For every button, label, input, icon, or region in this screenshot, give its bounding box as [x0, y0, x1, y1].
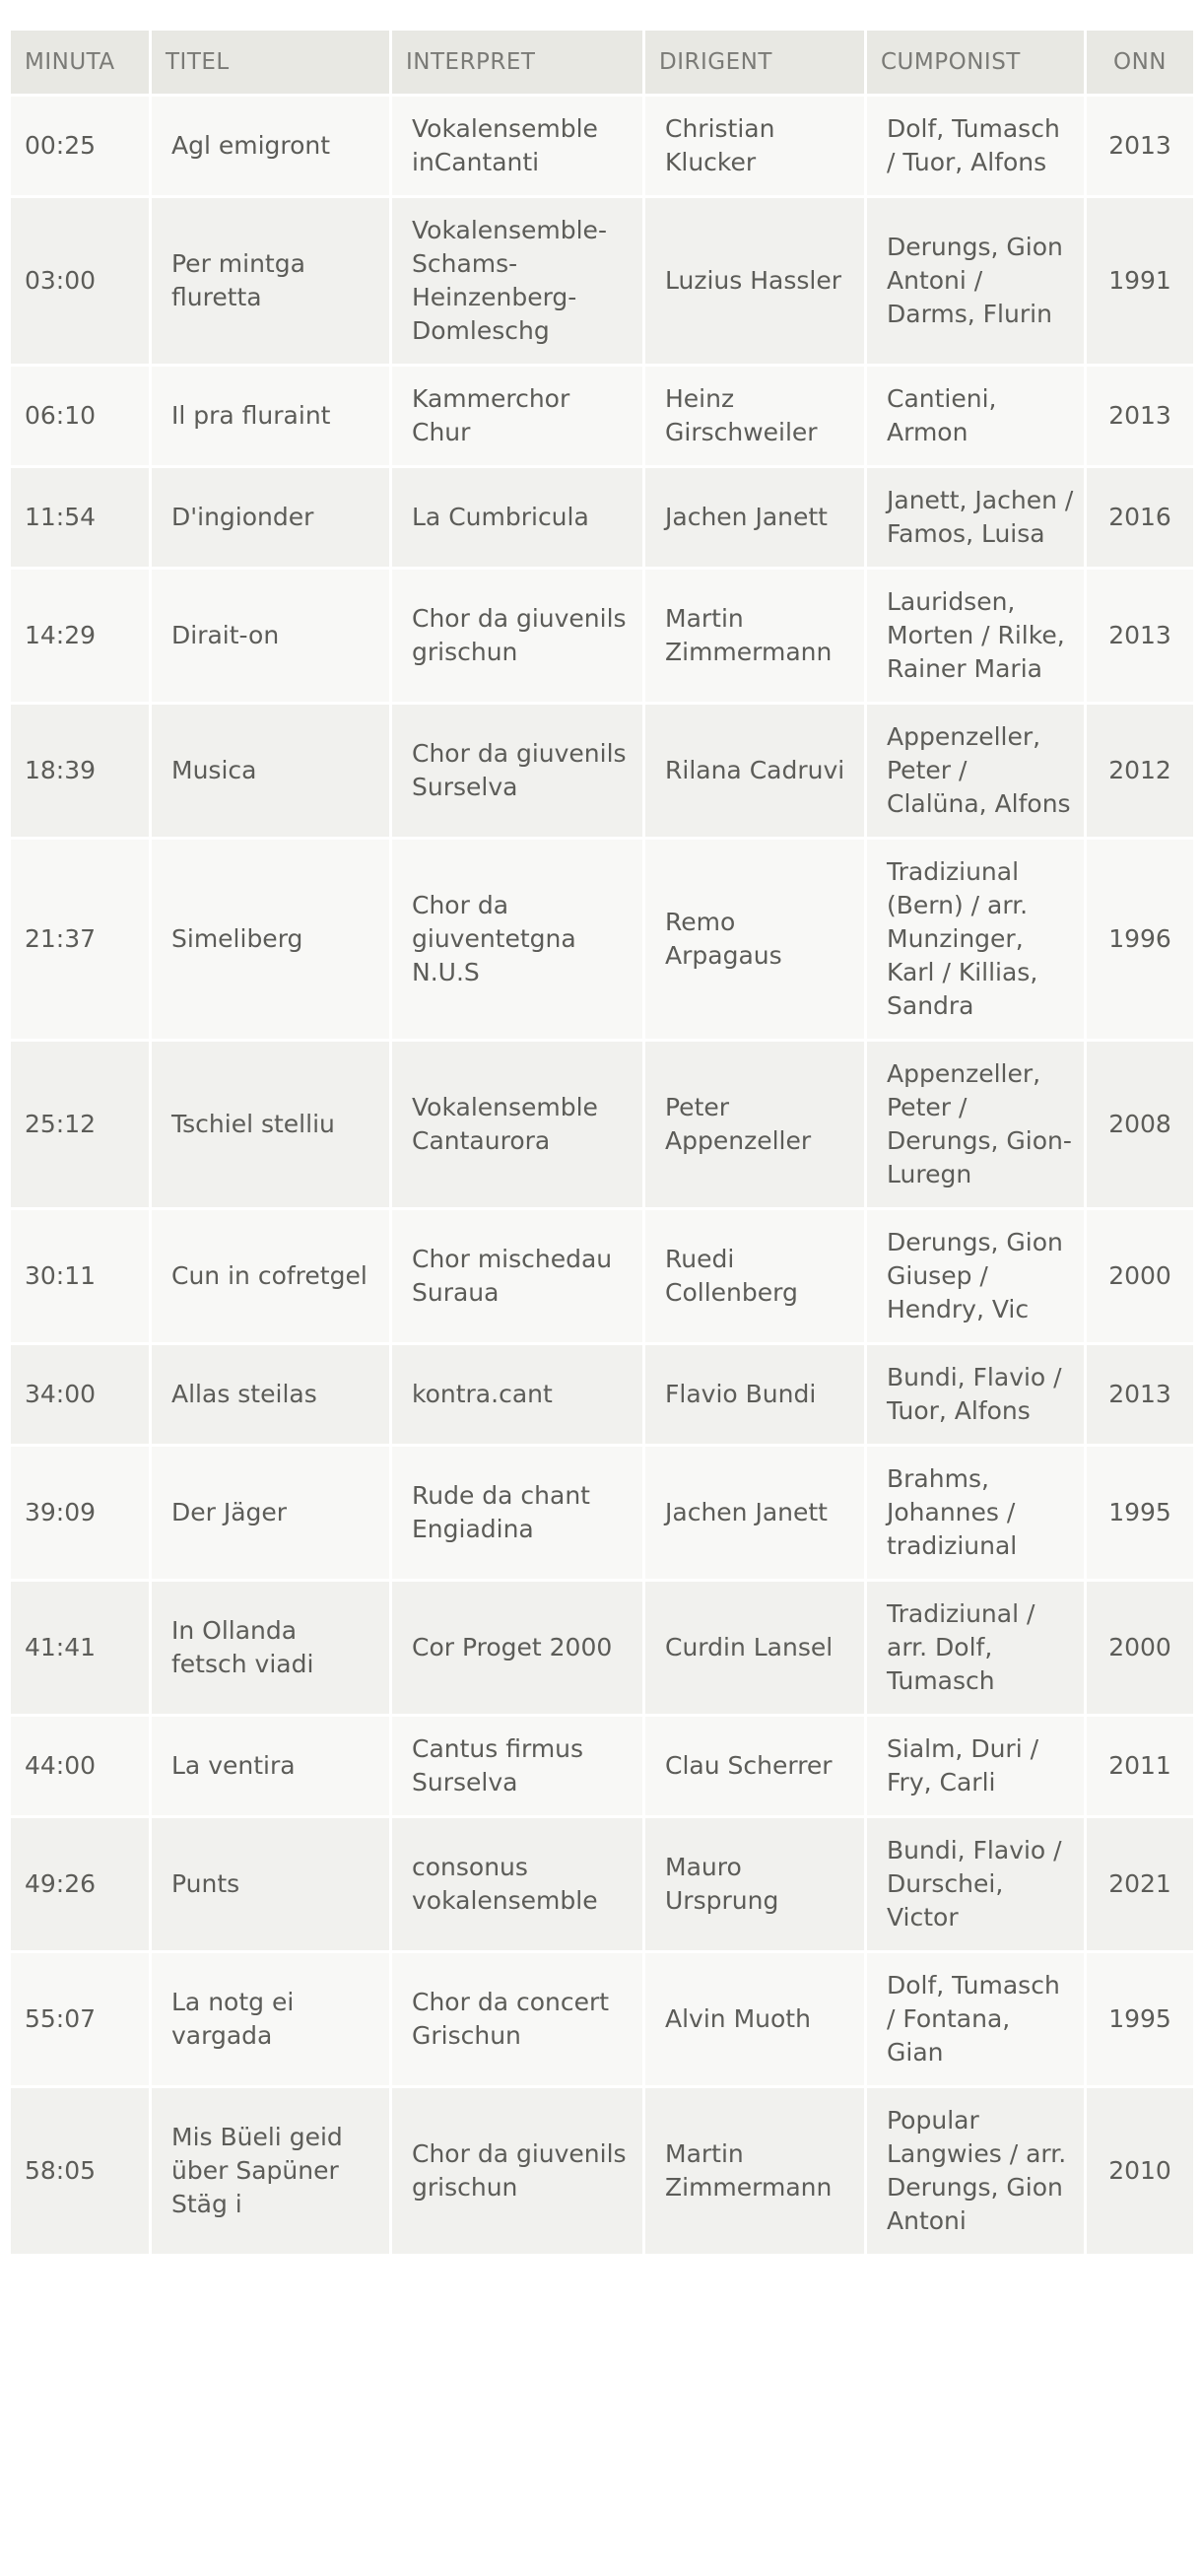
cell-onn: 2008: [1087, 1042, 1193, 1207]
cell-titel: La notg ei vargada: [152, 1953, 389, 2085]
cell-interpret: Cor Proget 2000: [392, 1582, 642, 1714]
cell-onn: 2011: [1087, 1717, 1193, 1815]
cell-onn: 2021: [1087, 1818, 1193, 1950]
cell-interpret: Chor mischedau Suraua: [392, 1210, 642, 1342]
cell-onn: 2013: [1087, 570, 1193, 702]
cell-dirigent: Heinz Girschweiler: [645, 367, 864, 465]
cell-cumponist: Bundi, Flavio / Durschei, Victor: [867, 1818, 1084, 1950]
cell-onn: 1996: [1087, 840, 1193, 1039]
cell-cumponist: Dolf, Tumasch / Fontana, Gian: [867, 1953, 1084, 2085]
cell-interpret: Chor da giuventetgna N.U.S: [392, 840, 642, 1039]
cell-minuta: 14:29: [11, 570, 149, 702]
cell-cumponist: Derungs, Gion Antoni / Darms, Flurin: [867, 198, 1084, 364]
cell-titel: D'ingionder: [152, 468, 389, 567]
cell-onn: 2016: [1087, 468, 1193, 567]
cell-cumponist: Popular Langwies / arr. Derungs, Gion Antoni: [867, 2088, 1084, 2254]
cell-interpret: La Cumbricula: [392, 468, 642, 567]
cell-cumponist: Appenzeller, Peter / Derungs, Gion-Luregn: [867, 1042, 1084, 1207]
header-onn: ONN: [1087, 31, 1193, 94]
table-body: [11, 97, 1193, 2254]
cell-interpret: Vokalensemble inCantanti: [392, 97, 642, 195]
cell-minuta: 25:12: [11, 1042, 149, 1207]
cell-onn: 1991: [1087, 198, 1193, 364]
cell-onn: 2000: [1087, 1210, 1193, 1342]
cell-minuta: 44:00: [11, 1717, 149, 1815]
cell-dirigent: Curdin Lansel: [645, 1582, 864, 1714]
cell-titel: Mis Büeli geid über Sapüner Stäg i: [152, 2088, 389, 2254]
cell-onn: 2012: [1087, 705, 1193, 837]
cell-interpret: kontra.cant: [392, 1345, 642, 1444]
table-row: [11, 468, 1193, 567]
cell-minuta: 06:10: [11, 367, 149, 465]
header-row: [11, 31, 1193, 94]
table-row: [11, 1953, 1193, 2085]
table-row: [11, 1345, 1193, 1444]
table-row: [11, 1717, 1193, 1815]
cell-cumponist: Tradiziunal / arr. Dolf, Tumasch: [867, 1582, 1084, 1714]
cell-interpret: consonus vokalensemble: [392, 1818, 642, 1950]
cell-interpret: Chor da giuvenils Surselva: [392, 705, 642, 837]
cell-minuta: 41:41: [11, 1582, 149, 1714]
cell-dirigent: Jachen Janett: [645, 1447, 864, 1579]
cell-minuta: 34:00: [11, 1345, 149, 1444]
cell-cumponist: Brahms, Johannes / tradiziunal: [867, 1447, 1084, 1579]
cell-interpret: Chor da giuvenils grischun: [392, 570, 642, 702]
cell-titel: Punts: [152, 1818, 389, 1950]
cell-onn: 2010: [1087, 2088, 1193, 2254]
cell-cumponist: Bundi, Flavio / Tuor, Alfons: [867, 1345, 1084, 1444]
table-row: [11, 570, 1193, 702]
cell-dirigent: Luzius Hassler: [645, 198, 864, 364]
cell-minuta: 30:11: [11, 1210, 149, 1342]
cell-dirigent: Clau Scherrer: [645, 1717, 864, 1815]
table-row: [11, 1210, 1193, 1342]
table-row: [11, 840, 1193, 1039]
cell-titel: In Ollanda fetsch viadi: [152, 1582, 389, 1714]
cell-minuta: 39:09: [11, 1447, 149, 1579]
cell-cumponist: Lauridsen, Morten / Rilke, Rainer Maria: [867, 570, 1084, 702]
cell-titel: Il pra fluraint: [152, 367, 389, 465]
cell-interpret: Kammerchor Chur: [392, 367, 642, 465]
cell-interpret: Rude da chant Engiadina: [392, 1447, 642, 1579]
cell-onn: 1995: [1087, 1953, 1193, 2085]
cell-titel: Allas steilas: [152, 1345, 389, 1444]
cell-dirigent: Alvin Muoth: [645, 1953, 864, 2085]
cell-onn: 2000: [1087, 1582, 1193, 1714]
cell-dirigent: Jachen Janett: [645, 468, 864, 567]
cell-minuta: 00:25: [11, 97, 149, 195]
tracklist-table: [8, 28, 1196, 2257]
cell-titel: Cun in cofretgel: [152, 1210, 389, 1342]
cell-cumponist: Janett, Jachen / Famos, Luisa: [867, 468, 1084, 567]
cell-titel: Musica: [152, 705, 389, 837]
cell-titel: Dirait-on: [152, 570, 389, 702]
cell-dirigent: Rilana Cadruvi: [645, 705, 864, 837]
cell-titel: Simeliberg: [152, 840, 389, 1039]
header-minuta: MINUTA: [11, 31, 149, 94]
header-cumponist: CUMPONIST: [867, 31, 1084, 94]
table-row: [11, 1582, 1193, 1714]
cell-dirigent: Ruedi Collenberg: [645, 1210, 864, 1342]
cell-onn: 2013: [1087, 97, 1193, 195]
table-row: [11, 1447, 1193, 1579]
table-row: [11, 97, 1193, 195]
cell-minuta: 18:39: [11, 705, 149, 837]
cell-titel: Tschiel stelliu: [152, 1042, 389, 1207]
header-interpret: INTERPRET: [392, 31, 642, 94]
cell-onn: 2013: [1087, 1345, 1193, 1444]
cell-cumponist: Tradiziunal (Bern) / arr. Munzinger, Karl / Killias, Sandra: [867, 840, 1084, 1039]
cell-cumponist: Derungs, Gion Giusep / Hendry, Vic: [867, 1210, 1084, 1342]
cell-cumponist: Cantieni, Armon: [867, 367, 1084, 465]
cell-interpret: Vokalensemble-Schams-Heinzenberg-Domleschg: [392, 198, 642, 364]
cell-cumponist: Appenzeller, Peter / Clalüna, Alfons: [867, 705, 1084, 837]
cell-dirigent: Mauro Ursprung: [645, 1818, 864, 1950]
cell-onn: 1995: [1087, 1447, 1193, 1579]
cell-interpret: Cantus firmus Surselva: [392, 1717, 642, 1815]
table-row: [11, 198, 1193, 364]
cell-minuta: 55:07: [11, 1953, 149, 2085]
cell-interpret: Vokalensemble Cantaurora: [392, 1042, 642, 1207]
cell-interpret: Chor da concert Grischun: [392, 1953, 642, 2085]
cell-minuta: 49:26: [11, 1818, 149, 1950]
cell-minuta: 21:37: [11, 840, 149, 1039]
cell-titel: Agl emigront: [152, 97, 389, 195]
cell-titel: Per mintga fluretta: [152, 198, 389, 364]
cell-dirigent: Flavio Bundi: [645, 1345, 864, 1444]
cell-minuta: 58:05: [11, 2088, 149, 2254]
cell-titel: Der Jäger: [152, 1447, 389, 1579]
cell-interpret: Chor da giuvenils grischun: [392, 2088, 642, 2254]
table-row: [11, 2088, 1193, 2254]
cell-cumponist: Dolf, Tumasch / Tuor, Alfons: [867, 97, 1084, 195]
cell-dirigent: Christian Klucker: [645, 97, 864, 195]
table-row: [11, 1042, 1193, 1207]
cell-titel: La ventira: [152, 1717, 389, 1815]
cell-cumponist: Sialm, Duri / Fry, Carli: [867, 1717, 1084, 1815]
cell-minuta: 11:54: [11, 468, 149, 567]
table-row: [11, 367, 1193, 465]
cell-minuta: 03:00: [11, 198, 149, 364]
table-row: [11, 1818, 1193, 1950]
cell-dirigent: Martin Zimmermann: [645, 2088, 864, 2254]
header-titel: TITEL: [152, 31, 389, 94]
header-dirigent: DIRIGENT: [645, 31, 864, 94]
cell-dirigent: Martin Zimmermann: [645, 570, 864, 702]
cell-dirigent: Remo Arpagaus: [645, 840, 864, 1039]
table-header: [11, 31, 1193, 94]
cell-dirigent: Peter Appenzeller: [645, 1042, 864, 1207]
cell-onn: 2013: [1087, 367, 1193, 465]
table-row: [11, 705, 1193, 837]
